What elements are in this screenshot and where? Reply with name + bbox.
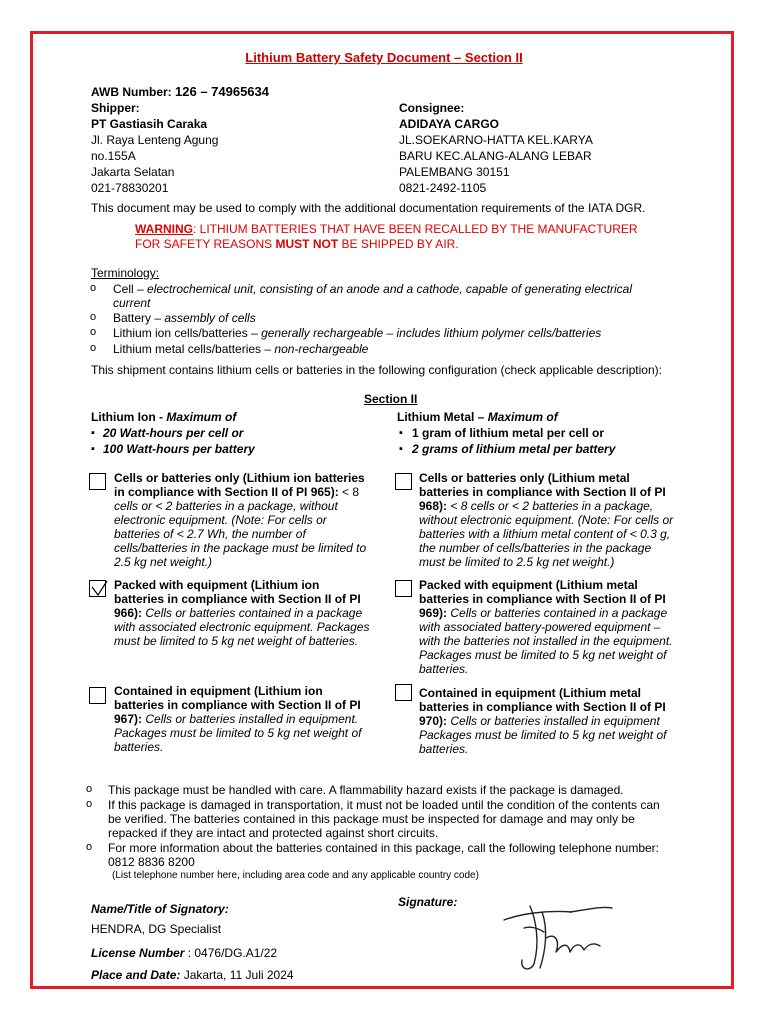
option-line: batteries in compliance with Section II of PI (114, 592, 361, 606)
term-lithium-ion: Lithium ion cells/batteries – generally rechargeable – includes lithium polymer cells/batteries (113, 326, 602, 340)
option-line: batteries. (114, 740, 164, 754)
option-ion-contained-text (114, 684, 384, 754)
bullet-icon: o (90, 326, 97, 338)
signatory-label: Name/Title of Signatory: (91, 902, 229, 916)
bullet-icon: o (90, 311, 97, 323)
option-line: must be limited to 2.5 kg net weight.) (419, 555, 615, 569)
term-cell: Cell – electrochemical unit, consisting of an anode and a cathode, capable of generating electrical current (113, 282, 632, 310)
bullet-icon: o (86, 798, 93, 810)
option-line: cells/batteries in the package must be limited to (114, 541, 367, 555)
option-line: with the batteries not installed in the equipment. (419, 634, 673, 648)
option-line: electronic equipment. (Note: For cells or (114, 513, 327, 527)
option-line: Cells or batteries only (Lithium metal (419, 471, 630, 485)
bullet-icon: o (90, 342, 97, 354)
square-bullet-icon: ▪ (91, 443, 95, 455)
option-line: with associated battery-powered equipment – (419, 620, 661, 634)
option-line: in compliance with Section II of PI 965): < 8 (114, 485, 360, 499)
metal-limit-cell: 1 gram of lithium metal per cell or (412, 426, 605, 440)
place-date: Place and Date: Jakarta, 11 Juli 2024 (91, 968, 294, 982)
option-line: 966): Cells or batteries contained in a package (114, 606, 363, 620)
option-line: batteries. (419, 662, 469, 676)
checkbox-ion-packed[interactable] (89, 580, 106, 597)
option-line: Packed with equipment (Lithium ion (114, 578, 320, 592)
option-line: Cells or batteries only (Lithium ion batteries (114, 471, 365, 485)
option-line: cells or < 2 batteries in a package, without (114, 499, 338, 513)
option-line: Contained in equipment (Lithium ion (114, 684, 323, 698)
bullet-icon: o (86, 783, 93, 795)
checkbox-metal-packed[interactable] (395, 580, 412, 597)
square-bullet-icon: ▪ (91, 427, 95, 439)
option-line: Contained in equipment (Lithium metal (419, 686, 641, 700)
warning-block: WARNING: LITHIUM BATTERIES THAT HAVE BEEN RECALLED BY THE MANUFACTURER FOR SAFETY REASONS MUST NOT BE SHIPPED BY AIR. (135, 222, 638, 251)
terminology-heading: Terminology: (91, 266, 160, 280)
shipper-block: Shipper: PT Gastiasih Caraka Jl. Raya Lenteng Agung no.155A Jakarta Selatan 021-78830201 (91, 101, 219, 195)
consignee-block: Consignee: ADIDAYA CARGO JL.SOEKARNO-HATTA KEL.KARYA BARU KEC.ALANG-ALANG LEBAR PALEMBANG 30151 0821-2492-1105 (399, 101, 593, 195)
option-line: Packed with equipment (Lithium metal (419, 578, 638, 592)
document-title: Lithium Battery Safety Document – Section II (245, 50, 523, 65)
option-ion-cells-text (114, 471, 384, 569)
bullet-icon: o (86, 841, 93, 853)
note-handling: This package must be handled with care. A flammability hazard exists if the package is damaged. (108, 783, 624, 797)
option-line: Packages must be limited to 5 kg net weight of (114, 726, 362, 740)
option-line: Packages must be limited to 5 kg net weight of (419, 728, 667, 742)
phone-hint: (List telephone number here, including area code and any applicable country code) (112, 870, 479, 881)
checkbox-metal-contained[interactable] (395, 684, 412, 701)
option-line: batteries in compliance with Section II of PI (419, 700, 666, 714)
option-line: batteries in compliance with Section II of PI (419, 485, 666, 499)
config-text: This shipment contains lithium cells or batteries in the following configuration (check applicable description): (91, 363, 662, 377)
option-line: batteries of < 2.7 Wh, the number of (114, 527, 306, 541)
checkbox-ion-contained[interactable] (89, 687, 106, 704)
option-line: must be limited to 5 kg net weight of batteries. (114, 634, 359, 648)
option-line: 967): Cells or batteries installed in equipment. (114, 712, 359, 726)
option-line: 970): Cells or batteries installed in equipment (419, 714, 660, 728)
checkmark-icon (89, 580, 108, 599)
option-line: without electronic equipment. (Note: For cells or (419, 513, 674, 527)
awb-number: AWB Number: 126 – 74965634 (91, 84, 269, 99)
bullet-icon: o (90, 282, 97, 294)
option-line: the number of cells/batteries in the package (419, 541, 652, 555)
term-battery: Battery – assembly of cells (113, 311, 256, 325)
option-line: with associated electronic equipment. Packages (114, 620, 370, 634)
handwritten-signature (500, 898, 620, 978)
option-line: Packages must be limited to 5 kg net weight of (419, 648, 667, 662)
note-phone: For more information about the batteries contained in this package, call the following telephone number: 0812 8836 8200 (108, 841, 659, 869)
option-line: 968): < 8 cells or < 2 batteries in a package, (419, 499, 654, 513)
option-metal-packed-text (419, 578, 709, 676)
signatory-name: HENDRA, DG Specialist (91, 922, 222, 936)
signature-label: Signature: (398, 895, 458, 909)
option-line: batteries in compliance with Section II of PI (419, 592, 666, 606)
lithium-ion-heading: Lithium Ion - Maximum of (91, 410, 237, 424)
lithium-metal-heading: Lithium Metal – Maximum of (397, 410, 558, 424)
option-line: 2.5 kg net weight.) (114, 555, 213, 569)
term-lithium-metal: Lithium metal cells/batteries – non-rechargeable (113, 342, 369, 356)
option-line: batteries with a lithium metal content of < 0.3 g, (419, 527, 671, 541)
option-metal-cells-text (419, 471, 709, 569)
square-bullet-icon: ▪ (399, 443, 403, 455)
option-line: 969): Cells or batteries contained in a package (419, 606, 668, 620)
intro-text: This document may be used to comply with the additional documentation requirements of the IATA DGR. (91, 201, 646, 215)
note-damaged: If this package is damaged in transportation, it must not be loaded until the condition of the contents can be verified. The batteries contained in this package must be inspected for damage and may only be repacked if they are intact and protected against short circuits. (108, 798, 660, 840)
checkbox-metal-cells[interactable] (395, 473, 412, 490)
square-bullet-icon: ▪ (399, 427, 403, 439)
license-number: License Number : 0476/DG.A1/22 (91, 946, 278, 960)
option-line: batteries in compliance with Section II of PI (114, 698, 361, 712)
metal-limit-battery: 2 grams of lithium metal per battery (412, 442, 616, 456)
ion-limit-battery: 100 Watt-hours per battery (103, 442, 255, 456)
option-ion-packed-text (114, 578, 384, 648)
option-line: batteries. (419, 742, 469, 756)
checkbox-ion-cells[interactable] (89, 473, 106, 490)
ion-limit-cell: 20 Watt-hours per cell or (103, 426, 244, 440)
option-metal-contained-text (419, 686, 709, 756)
section-heading: Section II (364, 392, 418, 406)
